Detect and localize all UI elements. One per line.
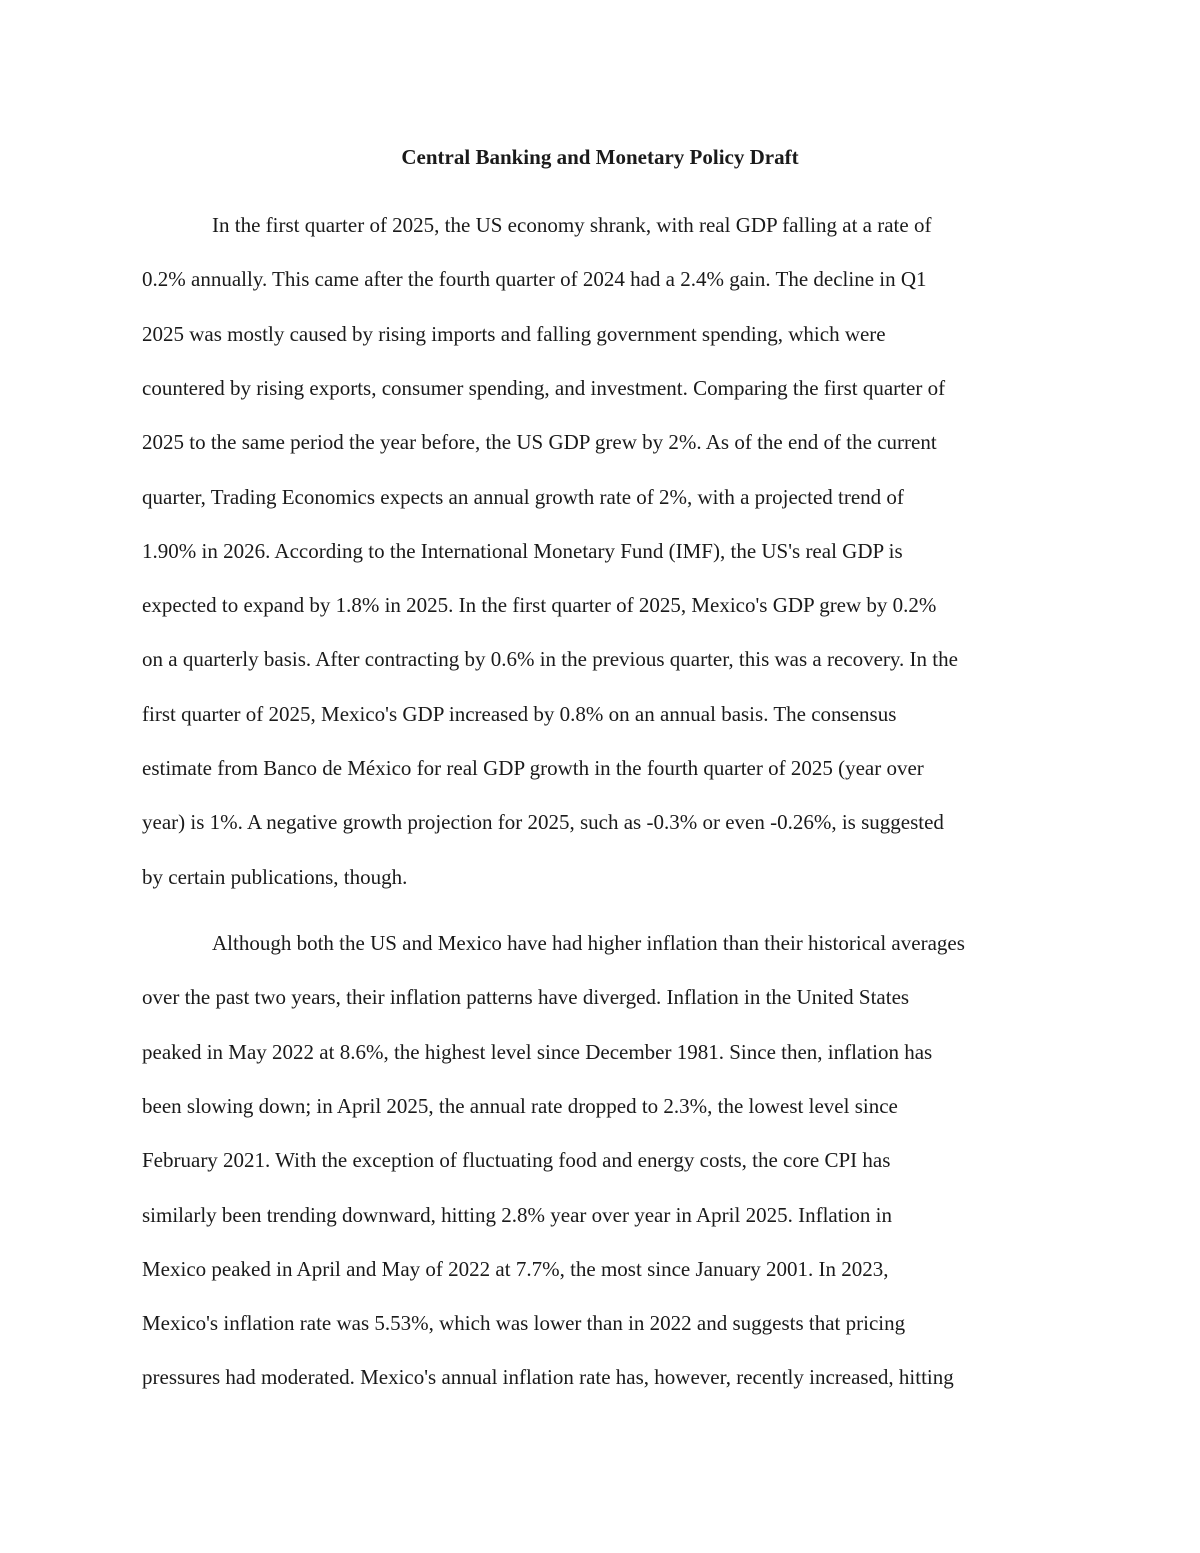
paragraph-line: countered by rising exports, consumer spending, and investment. Comparing the first quarter of [142,375,946,400]
paragraph-line: similarly been trending downward, hitting 2.8% year over year in April 2025. Inflation in [142,1202,892,1227]
paragraph-line: Mexico's inflation rate was 5.53%, which was lower than in 2022 and suggests that pricing [142,1311,906,1336]
paragraph-line: 1.90% in 2026. According to the International Monetary Fund (IMF), the US's real GDP is [142,538,903,563]
paragraph-line: been slowing down; in April 2025, the annual rate dropped to 2.3%, the lowest level since [142,1093,898,1118]
paragraph-line: Although both the US and Mexico have had higher inflation than their historical averages [212,931,965,955]
paragraph-line: first quarter of 2025, Mexico's GDP increased by 0.8% on an annual basis. The consensus [142,701,897,726]
paragraph-line: February 2021. With the exception of fluctuating food and energy costs, the core CPI has [142,1148,891,1173]
paragraph-line: estimate from Banco de México for real GDP growth in the fourth quarter of 2025 (year over [142,756,924,780]
paragraph-line: peaked in May 2022 at 8.6%, the highest level since December 1981. Since then, inflation has [142,1039,933,1064]
paragraph-line: on a quarterly basis. After contracting by 0.6% in the previous quarter, this was a recovery. In the [142,647,958,672]
paragraph-line: year) is 1%. A negative growth projection for 2025, such as -0.3% or even -0.26%, is suggested [142,810,944,835]
paragraph-line: 2025 to the same period the year before, the US GDP grew by 2%. As of the end of the current [142,430,937,455]
paragraph-line: pressures had moderated. Mexico's annual inflation rate has, however, recently increased, hitting [142,1365,954,1390]
paragraph-line: 2025 was mostly caused by rising imports and falling government spending, which were [142,321,886,346]
paragraph-line: by certain publications, though. [142,864,408,889]
document-title: Central Banking and Monetary Policy Draft [401,145,799,169]
paragraph-line: expected to expand by 1.8% in 2025. In the first quarter of 2025, Mexico's GDP grew by 0.2% [142,593,937,618]
paragraph-line: over the past two years, their inflation patterns have diverged. Inflation in the United States [142,985,910,1010]
paragraph-line: 0.2% annually. This came after the fourth quarter of 2024 had a 2.4% gain. The decline in Q1 [142,267,927,292]
paragraph-line: quarter, Trading Economics expects an annual growth rate of 2%, with a projected trend of [142,484,904,509]
paragraph-line: Mexico peaked in April and May of 2022 at 7.7%, the most since January 2001. In 2023, [142,1256,889,1281]
paragraph-line: In the first quarter of 2025, the US economy shrank, with real GDP falling at a rate of [212,213,932,237]
